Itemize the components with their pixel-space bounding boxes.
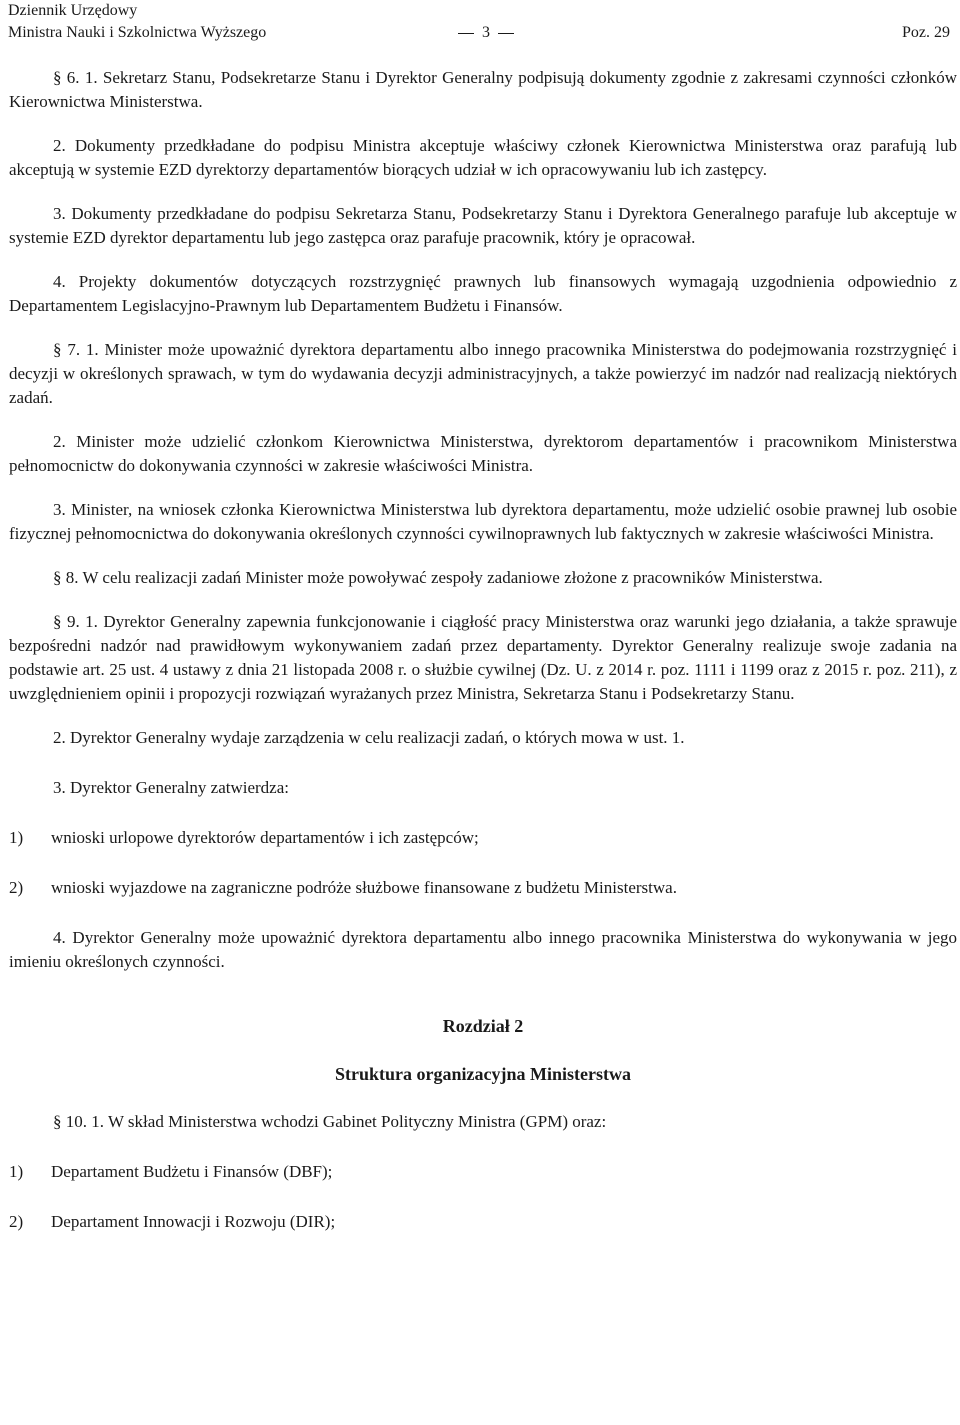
list-item-number: 2) — [9, 1212, 24, 1231]
list-item-text: wnioski wyjazdowe na zagraniczne podróże służbowe finansowane z budżetu Ministerstwa. — [51, 878, 677, 897]
paragraph-9-1: § 9. 1. Dyrektor Generalny zapewnia funkcjonowanie i ciągłość pracy Ministerstwa oraz warunki jego działania, a także sprawuje bezpośredni nadzór nad prawidłowym wykonywaniem zadań przez departamenty. Dyrektor Generalny realizuje swoje zadania na podstawie art. 25 ust. 4 ustawy z dnia 21 listopada 2008 r. o służbie cywilnej (Dz. U. z 2014 r. poz. 1111 i 1199 oraz z 2015 r. poz. 211), z uwzględnieniem opinii i propozycji rozwiązań wyrażanych przez Ministra, Sekretarza Stanu i Podsekretarzy Stanu. — [9, 612, 957, 703]
list-item-text: Departament Innowacji i Rozwoju (DIR); — [51, 1212, 336, 1231]
list-item-text: wnioski urlopowe dyrektorów departamentów i ich zastępców; — [51, 828, 479, 847]
list-item — [9, 876, 957, 900]
position-number: Poz. 29 — [902, 24, 950, 41]
list-item — [9, 1210, 957, 1234]
paragraph-9-2: 2. Dyrektor Generalny wydaje zarządzenia w celu realizacji zadań, o których mowa w ust. 1. — [53, 728, 685, 747]
list-item-text: Departament Budżetu i Finansów (DBF); — [51, 1162, 333, 1181]
paragraph-6-4: 4. Projekty dokumentów dotyczących rozstrzygnięć prawnych lub finansowych wymagają uzgodnienia odpowiednio z Departamentem Legislacyjno-Prawnym lub Departamentem Budżetu i Finansów. — [9, 272, 957, 315]
page-header — [8, 0, 958, 48]
journal-name: Dziennik Urzędowy — [8, 2, 138, 19]
paragraph-6-3: 3. Dokumenty przedkładane do podpisu Sekretarza Stanu, Podsekretarzy Stanu i Dyrektora Generalnego parafuje lub akceptuje w systemie EZD dyrektor departamentu lub jego zastępca oraz parafuje pracownik, który je opracował. — [9, 204, 957, 247]
list-item-number: 2) — [9, 878, 24, 897]
paragraph-7-3: 3. Minister, na wniosek członka Kierownictwa Ministerstwa lub dyrektora departamentu, może udzielić osobie prawnej lub osobie fizycznej pełnomocnictwa do dokonywania określonych czynności cywilnoprawnych lub faktycznych w zakresie właściwości Ministra. — [9, 500, 957, 543]
paragraph-8: § 8. W celu realizacji zadań Minister może powoływać zespoły zadaniowe złożone z pracowników Ministerstwa. — [53, 568, 823, 587]
page-number-value: 3 — [482, 24, 490, 41]
chapter-title: Struktura organizacyjna Ministerstwa — [335, 1064, 631, 1084]
paragraph-7-1: § 7. 1. Minister może upoważnić dyrektora departamentu albo innego pracownika Ministerstwa do podejmowania rozstrzygnięć i decyzji w określonych sprawach, w tym do wydawania decyzji administracyjnych, a także powierzyć im nadzór nad realizacją niektórych zadań. — [9, 340, 957, 407]
chapter-label: Rozdział 2 — [442, 1016, 524, 1036]
list-item — [9, 826, 957, 850]
paragraph-6-1: § 6. 1. Sekretarz Stanu, Podsekretarze Stanu i Dyrektor Generalny podpisują dokumenty zgodnie z zakresami czynności członków Kierownictwa Ministerstwa. — [9, 68, 957, 111]
issuer-name: Ministra Nauki i Szkolnictwa Wyższego — [8, 24, 267, 41]
list-item-number: 1) — [9, 1162, 24, 1181]
paragraph-10-1: § 10. 1. W skład Ministerstwa wchodzi Gabinet Polityczny Ministra (GPM) oraz: — [53, 1112, 607, 1131]
list-item-number: 1) — [9, 828, 24, 847]
paragraph-7-2: 2. Minister może udzielić członkom Kierownictwa Ministerstwa, dyrektorom departamentów i pracownikom Ministerstwa pełnomocnictw do dokonywania czynności w zakresie właściwości Ministra. — [9, 432, 957, 475]
paragraph-9-3: 3. Dyrektor Generalny zatwierdza: — [53, 778, 289, 797]
paragraph-6-2: 2. Dokumenty przedkładane do podpisu Ministra akceptuje właściwy członek Kierownictwa Ministerstwa oraz parafują lub akceptują w systemie EZD dyrektorzy departamentów biorących udział w ich opracowywaniu lub ich zastępcy. — [9, 136, 957, 179]
document-body — [9, 66, 957, 1260]
page-number — [446, 22, 526, 44]
paragraph-9-4: 4. Dyrektor Generalny może upoważnić dyrektora departamentu albo innego pracownika Ministerstwa do wykonywania w jego imieniu określonych czynności. — [9, 928, 957, 971]
list-item — [9, 1160, 957, 1184]
